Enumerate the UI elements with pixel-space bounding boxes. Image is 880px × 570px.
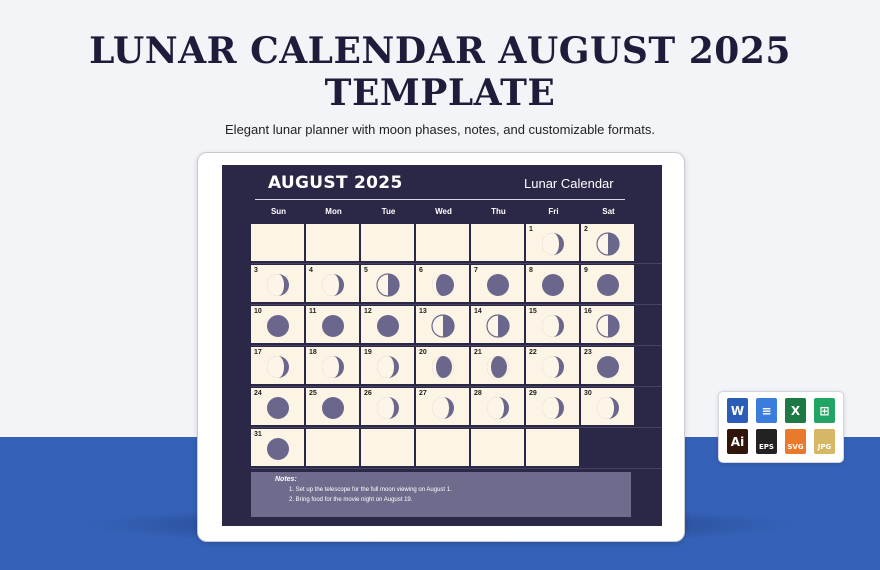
eps-icon[interactable]: EPS — [756, 429, 777, 454]
day-number: 17 — [254, 349, 262, 356]
day-cell[interactable] — [251, 306, 304, 343]
calendar-grid — [251, 224, 636, 470]
moon-first-quarter-icon — [596, 232, 620, 256]
word-icon[interactable]: W — [727, 398, 748, 423]
day-cell[interactable] — [306, 347, 359, 384]
moon-waxing-crescent-icon — [431, 396, 455, 420]
day-number: 16 — [584, 308, 592, 315]
moon-waxing-crescent-icon — [596, 396, 620, 420]
day-number: 9 — [584, 267, 588, 274]
day-number: 15 — [529, 308, 537, 315]
moon-waning-crescent-icon — [431, 355, 455, 379]
moon-waxing-crescent-icon — [486, 396, 510, 420]
calendar-week-row — [251, 429, 636, 470]
day-cell[interactable] — [251, 429, 304, 466]
row-divider — [251, 427, 662, 428]
weekday-tue: Tue — [381, 207, 396, 216]
day-cell[interactable] — [526, 306, 579, 343]
weekday-fri: Fri — [548, 207, 559, 216]
day-cell[interactable] — [416, 306, 469, 343]
moon-waxing-crescent-icon — [376, 396, 400, 420]
day-number: 13 — [419, 308, 427, 315]
tablet-frame — [197, 152, 685, 542]
day-cell[interactable] — [471, 388, 524, 425]
empty-day-cell[interactable] — [251, 224, 304, 261]
moon-waxing-crescent-icon — [266, 355, 290, 379]
day-number: 24 — [254, 390, 262, 397]
row-divider — [251, 468, 662, 469]
calendar-type-label: Lunar Calendar — [524, 176, 614, 191]
calendar-week-row — [251, 306, 636, 347]
empty-day-cell[interactable] — [361, 224, 414, 261]
day-cell[interactable] — [306, 306, 359, 343]
empty-day-cell[interactable] — [306, 429, 359, 466]
moon-full-icon — [321, 314, 345, 338]
moon-first-quarter-icon — [596, 314, 620, 338]
empty-day-cell[interactable] — [361, 429, 414, 466]
day-cell[interactable] — [471, 265, 524, 302]
day-cell[interactable] — [361, 347, 414, 384]
calendar-week-row — [251, 347, 636, 388]
moon-waxing-crescent-icon — [541, 232, 565, 256]
day-cell[interactable] — [526, 388, 579, 425]
day-cell[interactable] — [416, 265, 469, 302]
day-number: 21 — [474, 349, 482, 356]
weekday-sun: Sun — [270, 207, 287, 216]
excel-icon[interactable]: X — [785, 398, 806, 423]
day-cell[interactable] — [526, 224, 579, 261]
day-number: 1 — [529, 226, 533, 233]
google-sheets-icon[interactable]: ⊞ — [814, 398, 835, 423]
calendar-week-row — [251, 224, 636, 265]
day-cell[interactable] — [581, 224, 634, 261]
header-divider — [255, 199, 625, 200]
day-number: 29 — [529, 390, 537, 397]
weekday-sat: Sat — [602, 207, 615, 216]
day-number: 23 — [584, 349, 592, 356]
day-cell[interactable] — [471, 306, 524, 343]
day-number: 19 — [364, 349, 372, 356]
empty-day-cell[interactable] — [306, 224, 359, 261]
weekday-mon: Mon — [325, 207, 342, 216]
moon-full-icon — [376, 314, 400, 338]
day-cell[interactable] — [581, 306, 634, 343]
day-number: 4 — [309, 267, 313, 274]
moon-waxing-crescent-icon — [321, 355, 345, 379]
moon-waxing-gibbous-icon — [431, 273, 455, 297]
moon-full-icon — [266, 396, 290, 420]
day-cell[interactable] — [581, 265, 634, 302]
row-divider — [251, 304, 662, 305]
row-divider — [251, 263, 662, 264]
month-label: AUGUST 2025 — [268, 173, 403, 193]
day-number: 10 — [254, 308, 262, 315]
day-cell[interactable] — [251, 388, 304, 425]
jpg-icon[interactable]: JPG — [814, 429, 835, 454]
empty-day-cell[interactable] — [471, 224, 524, 261]
day-cell[interactable] — [361, 265, 414, 302]
note-item: 2. Bring food for the movie night on August 19. — [289, 497, 413, 503]
page-subtitle: Elegant lunar planner with moon phases, notes, and customizable formats. — [225, 122, 655, 137]
day-cell[interactable] — [526, 265, 579, 302]
calendar-sheet — [222, 165, 662, 526]
moon-waning-crescent-icon — [486, 355, 510, 379]
calendar-week-row — [251, 265, 636, 306]
calendar-week-row — [251, 388, 636, 429]
day-number: 22 — [529, 349, 537, 356]
day-number: 31 — [254, 431, 262, 438]
day-cell[interactable] — [581, 347, 634, 384]
day-number: 2 — [584, 226, 588, 233]
moon-waxing-crescent-icon — [541, 396, 565, 420]
day-number: 14 — [474, 308, 482, 315]
illustrator-icon[interactable]: Ai — [727, 429, 748, 454]
empty-day-cell[interactable] — [416, 224, 469, 261]
moon-waxing-crescent-icon — [266, 273, 290, 297]
day-number: 26 — [364, 390, 372, 397]
moon-waxing-crescent-icon — [541, 314, 565, 338]
day-number: 6 — [419, 267, 423, 274]
weekday-wed: Wed — [435, 207, 452, 216]
day-cell[interactable] — [526, 347, 579, 384]
day-number: 7 — [474, 267, 478, 274]
day-cell[interactable] — [361, 306, 414, 343]
notes-title: Notes: — [275, 476, 297, 483]
day-cell[interactable] — [251, 347, 304, 384]
row-divider — [251, 345, 662, 346]
day-number: 3 — [254, 267, 258, 274]
day-cell[interactable] — [306, 388, 359, 425]
moon-waxing-crescent-icon — [541, 355, 565, 379]
moon-full-icon — [266, 437, 290, 461]
day-cell[interactable] — [581, 388, 634, 425]
row-divider — [251, 386, 662, 387]
moon-full-icon — [266, 314, 290, 338]
moon-full-icon — [486, 273, 510, 297]
moon-full-icon — [596, 355, 620, 379]
day-number: 5 — [364, 267, 368, 274]
google-docs-icon[interactable]: ≡ — [756, 398, 777, 423]
moon-first-quarter-icon — [376, 273, 400, 297]
day-cell[interactable] — [251, 265, 304, 302]
empty-day-cell[interactable] — [526, 429, 579, 466]
moon-first-quarter-icon — [486, 314, 510, 338]
empty-day-cell[interactable] — [471, 429, 524, 466]
notes-box[interactable] — [251, 472, 631, 517]
day-number: 30 — [584, 390, 592, 397]
moon-waxing-crescent-icon — [376, 355, 400, 379]
day-number: 20 — [419, 349, 427, 356]
day-cell[interactable] — [416, 388, 469, 425]
day-cell[interactable] — [306, 265, 359, 302]
svg-icon[interactable]: SVG — [785, 429, 806, 454]
day-cell[interactable] — [471, 347, 524, 384]
moon-full-icon — [541, 273, 565, 297]
format-badges — [718, 391, 844, 463]
day-number: 18 — [309, 349, 317, 356]
day-number: 12 — [364, 308, 372, 315]
day-number: 25 — [309, 390, 317, 397]
note-item: 1. Set up the telescope for the full moon viewing on August 1. — [289, 487, 452, 493]
day-cell[interactable] — [416, 347, 469, 384]
page-title: LUNAR CALENDAR AUGUST 2025 TEMPLATE — [89, 30, 791, 114]
moon-full-icon — [321, 396, 345, 420]
day-number: 11 — [309, 308, 317, 315]
day-cell[interactable] — [361, 388, 414, 425]
day-number: 27 — [419, 390, 427, 397]
weekday-header — [251, 207, 636, 219]
weekday-thu: Thu — [491, 207, 506, 216]
empty-day-cell[interactable] — [416, 429, 469, 466]
moon-full-icon — [596, 273, 620, 297]
day-number: 8 — [529, 267, 533, 274]
moon-waxing-crescent-icon — [321, 273, 345, 297]
day-number: 28 — [474, 390, 482, 397]
moon-first-quarter-icon — [431, 314, 455, 338]
